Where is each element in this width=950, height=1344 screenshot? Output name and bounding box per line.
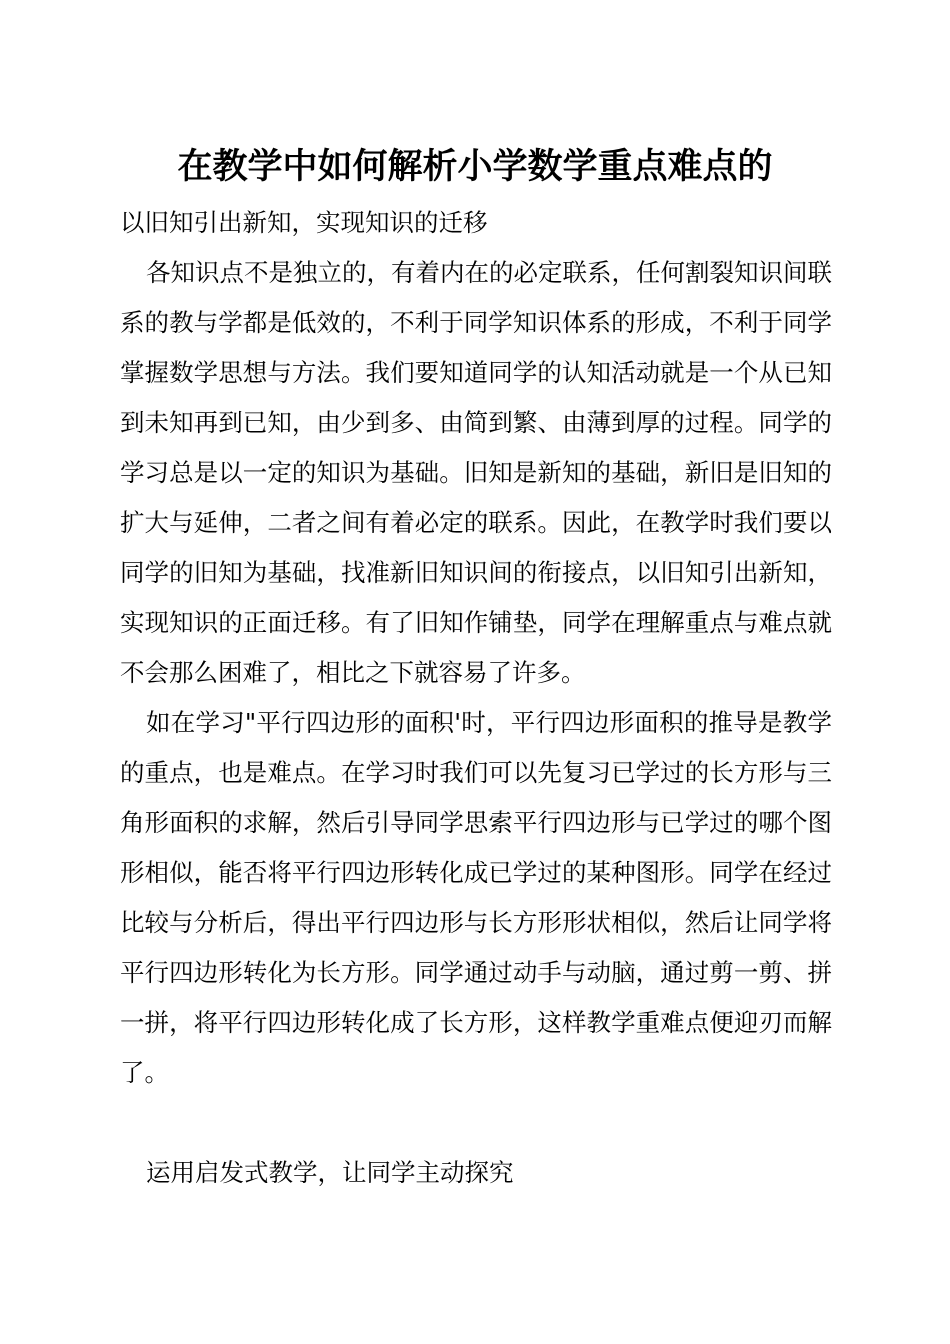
paragraph-parallelogram-example: 如在学习"平行四边形的面积'时，平行四边形面积的推导是教学的重点，也是难点。在学习时我们可以先复习已学过的长方形与三角形面积的求解，然后引导同学思索平行四边形与已学过的哪个图形相似，能否将平行四边形转化成已学过的某种图形。同学在经过比较与分析后，得出平行四边形与长方形形状相似，然后让同学将平行四边形转化为长方形。同学通过动手与动脑，通过剪一剪、拼一拼，将平行四边形转化成了长方形，这样教学重难点便迎刃而解了。 (120, 708, 832, 1087)
paragraph-knowledge-connection: 各知识点不是独立的，有着内在的必定联系，任何割裂知识间联系的教与学都是低效的，不利于同学知识体系的形成，不利于同学掌握数学思想与方法。我们要知道同学的认知活动就是一个从已知到未知再到已知，由少到多、由简到繁、由薄到厚的过程。同学的学习总是以一定的知识为基础。旧知是新知的基础，新旧是旧知的扩大与延伸，二者之间有着必定的联系。因此，在教学时我们要以同学的旧知为基础，找准新旧知识间的衔接点，以旧知引出新知，实现知识的正面迁移。有了旧知作铺垫，同学在理解重点与难点就不会那么困难了，相比之下就容易了许多。 (120, 258, 832, 687)
paragraph-spacer (120, 1098, 832, 1148)
section-heading-knowledge-transfer: 以旧知引出新知，实现知识的迁移 (120, 208, 488, 237)
document-title: 在教学中如何解析小学数学重点难点的 (177, 146, 773, 187)
section-heading-heuristic-teaching: 运用启发式教学，让同学主动探究 (146, 1158, 514, 1187)
document-body (120, 198, 832, 1198)
